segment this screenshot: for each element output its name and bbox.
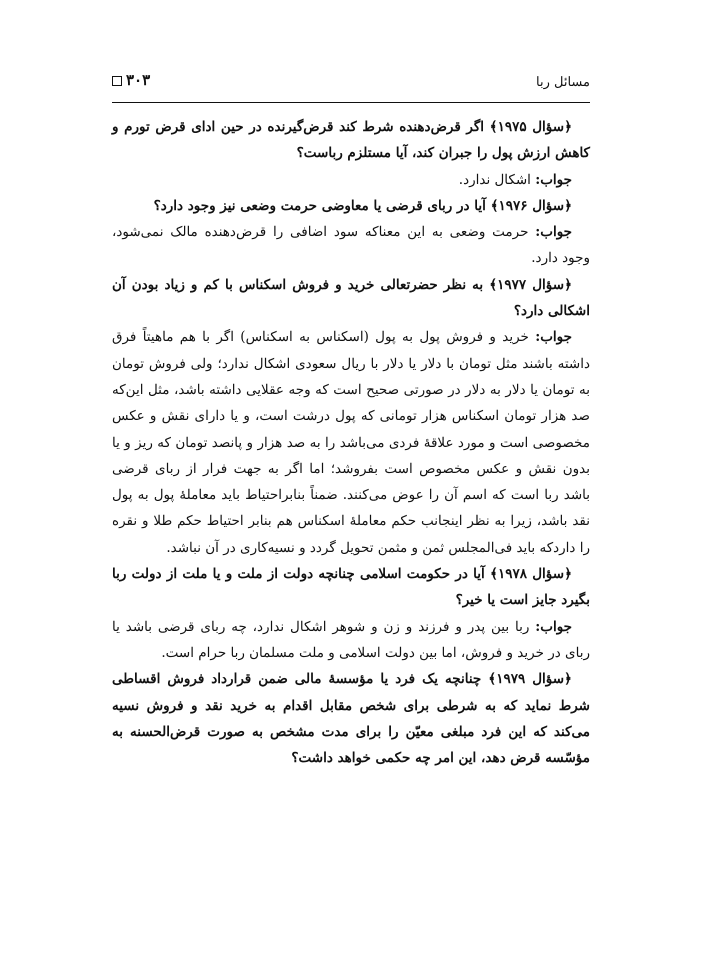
question-text: آیا در حکومت اسلامی چنانچه دولت از ملت و یا ملت از دولت ربا بگیرد جایز است یا خیر؟: [112, 566, 590, 609]
question-1977: [112, 272, 590, 325]
answer-1976: [112, 219, 590, 272]
answer-text: ربا بین پدر و فرزند و زن و شوهر اشکال ندارد، چه ربای قرضی باشد یا ربای در خرید و فروش، اما بین دولت اسلامی و ملت مسلمان ربا حرام است.: [112, 618, 590, 661]
answer-label: جواب:: [535, 224, 573, 241]
answer-label: جواب:: [535, 171, 572, 188]
question-1979: [112, 666, 590, 771]
question-text: اگر قرض‌دهنده شرط کند قرض‌گیرنده در حین ادای قرض تورم و کاهش ارزش پول را جبران کند، آیا مستلزم رباست؟: [112, 119, 590, 162]
question-number: ﴿سؤال ۱۹۷۵﴾: [489, 119, 572, 135]
question-number: ﴿سؤال ۱۹۷۸﴾: [490, 566, 573, 583]
answer-label: جواب:: [535, 329, 572, 346]
header-divider: [112, 102, 590, 103]
square-icon: [112, 76, 122, 86]
question-1978: [112, 561, 590, 614]
question-1975: [112, 114, 590, 167]
answer-label: جواب:: [535, 618, 573, 635]
question-number: ﴿سؤال ۱۹۷۹﴾: [488, 671, 572, 688]
question-number: ﴿سؤال ۱۹۷۷﴾: [489, 276, 572, 293]
question-text: به نظر حضرتعالی خرید و فروش اسکناس با کم و زیاد بودن آن اشکالی دارد؟: [112, 276, 590, 320]
page-number: [112, 70, 150, 90]
page-header: [112, 66, 590, 96]
answer-text: اشکال ندارد.: [458, 171, 531, 188]
question-text: آیا در ربای قرضی یا معاوضی حرمت وضعی نیز وجود دارد؟: [153, 197, 486, 214]
answer-1975: [112, 167, 590, 193]
question-1976: [112, 193, 590, 219]
answer-text: خرید و فروش پول به پول (اسکناس به اسکناس) اگر با هم ماهیتاً فرق داشته باشند مثل تومان با دلار یا دلار با ریال سعودی اشکال ندارد؛ ولی فروش تومان به تومان یا دلار به دلار در صورتی صحیح است که وجه عقلایی داشته باشد، مثل این‌که صد هزار تومان اسکناس هزار تومانی که پول درشت است، و یا دارای نقش و عکس مخصوصی است و مورد علاقهٔ فردی می‌باشد را به صد هزار و پانصد تومان که ریز و یا بدون نقش و عکس مخصوص است بفروشد؛ اما اگر به جهت فرار از ربای قرضی باشد ربا است که اسم آن را عوض می‌کنند. ضمناً بنابراحتیاط باید معاملهٔ پول به پول نقد باشد، زیرا به نظر اینجانب حکم معاملهٔ اسکناس هم بنابر احتیاط حکم طلا و نقره را داردکه باید فی‌المجلس ثمن و مثمن تحویل گردد و نسیه‌کاری در آن نباشد.: [112, 329, 590, 556]
question-text: چنانچه یک فرد یا مؤسسهٔ مالی ضمن قرارداد فروش اقساطی شرط نماید که به شرطی برای شخص مقابل اقدام به خرید نقد و فروش نسیه می‌کند که این فرد مبلغی معیّن را برای مدت مشخص به صورت قرض‌الحسنه به مؤسّسه قرض دهد، این امر چه حکمی خواهد داشت؟: [112, 671, 590, 767]
page-number-value: ۳۰۳: [126, 71, 151, 89]
running-title: مسائل ربا: [536, 75, 590, 90]
answer-text: حرمت وضعی به این معناکه سود اضافی را قرض‌دهنده مالک نمی‌شود، وجود دارد.: [112, 224, 590, 267]
question-number: ﴿سؤال ۱۹۷۶﴾: [490, 197, 572, 214]
page-body: [112, 114, 590, 771]
answer-1978: [112, 614, 590, 667]
answer-1977: [112, 324, 590, 561]
